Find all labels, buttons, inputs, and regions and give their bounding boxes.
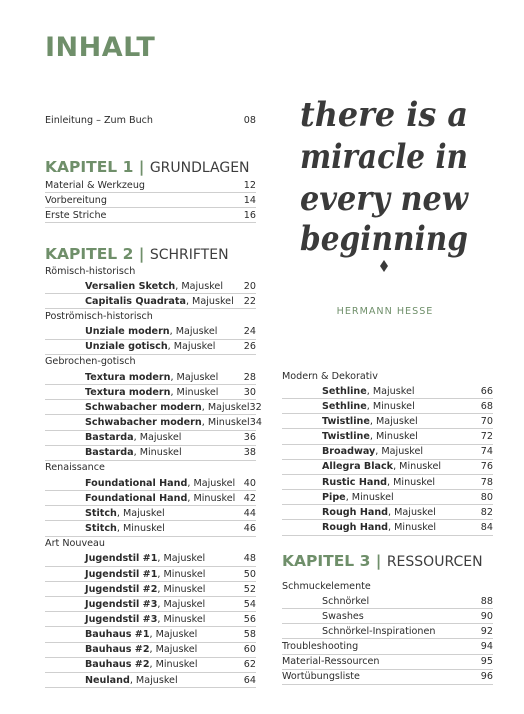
toc-entry[interactable] [45, 309, 256, 323]
script-name: Versalien Sketch [85, 280, 176, 292]
script-variant: , Minuskel [116, 523, 165, 535]
entry-page: 56 [243, 613, 256, 625]
script-variant: , Majuskel [167, 341, 216, 353]
entry-page: 74 [480, 446, 493, 458]
entry-page: 60 [243, 644, 256, 656]
script-name: Jugendstil #1 [85, 553, 158, 565]
toc-entry[interactable] [45, 597, 256, 612]
toc-entry[interactable] [45, 461, 256, 475]
entry-label [282, 446, 423, 457]
toc-entry[interactable] [282, 655, 493, 670]
script-variant: , Majuskel [201, 401, 250, 413]
entry-page: 52 [243, 583, 256, 595]
script-name: Jugendstil #3 [85, 598, 158, 610]
toc-entry[interactable] [282, 594, 493, 609]
script-variant: , Majuskel [366, 385, 415, 397]
chapter-name: GRUNDLAGEN [149, 160, 250, 176]
script-name: Unziale modern [85, 326, 170, 338]
entry-label [45, 387, 218, 398]
script-name: Twistline [322, 431, 370, 443]
entry-label: Renaissance [45, 462, 105, 474]
entry-label [45, 402, 250, 413]
toc-entry[interactable] [45, 552, 256, 567]
toc-left-column [45, 0, 262, 714]
entry-page: 94 [480, 641, 493, 653]
script-variant: , Minuskel [393, 461, 442, 473]
entry-page: 84 [480, 522, 493, 533]
entry-label: Wortübungsliste [282, 671, 360, 683]
entry-page: 82 [480, 506, 493, 518]
entry-label [45, 432, 181, 443]
chapter-heading-2: KAPITEL 2 | SCHRIFTEN [45, 245, 229, 263]
entry-page: 88 [480, 595, 493, 607]
entry-page: 76 [480, 461, 493, 473]
entry-label [45, 296, 234, 307]
entry-page: 64 [243, 674, 256, 686]
toc-entry[interactable] [45, 567, 256, 582]
chapter-heading-1: KAPITEL 1 | GRUNDLAGEN [45, 158, 250, 176]
entry-label: Art Nouveau [45, 538, 105, 550]
toc-entry[interactable] [282, 414, 493, 429]
chapter-name: RESSOURCEN [386, 554, 483, 570]
entry-label: Schnörkel [322, 595, 370, 607]
entry-label [45, 281, 223, 292]
script-variant: , Majuskel [133, 432, 182, 444]
entry-page: 24 [243, 326, 256, 338]
entry-label [45, 553, 205, 564]
script-variant: , Minuskel [366, 400, 415, 412]
script-variant: , Majuskel [170, 371, 219, 383]
entry-label [45, 326, 217, 337]
toc-entry[interactable] [45, 612, 256, 627]
entry-label: Swashes [322, 610, 364, 622]
script-name: Schwabacher modern [85, 417, 202, 428]
script-variant: , Minuskel [388, 522, 437, 533]
page-title: INHALT [45, 32, 156, 63]
toc-entry[interactable] [45, 476, 256, 491]
toc-entry[interactable] [45, 506, 256, 521]
script-name: Jugendstil #3 [85, 613, 158, 625]
toc-entry[interactable] [45, 431, 256, 446]
chapter-number: KAPITEL 3 [282, 552, 371, 570]
script-name: Twistline [322, 415, 370, 427]
toc-entry[interactable] [282, 624, 493, 639]
toc-entry[interactable] [282, 490, 493, 505]
entry-page: 08 [243, 114, 256, 126]
toc-entry[interactable] [45, 370, 256, 385]
script-variant: , Majuskel [149, 629, 198, 641]
entry-label: Römisch-historisch [45, 265, 136, 277]
toc-entry[interactable] [282, 505, 493, 520]
entry-page: 62 [243, 659, 256, 671]
quote-line: miracle in [300, 137, 468, 177]
toc-entry[interactable] [45, 582, 256, 597]
entry-label: Troubleshooting [282, 641, 359, 653]
entry-label [45, 523, 165, 534]
script-variant: , Minuskel [157, 568, 206, 580]
entry-page: 34 [249, 417, 262, 428]
entry-label [45, 644, 197, 655]
entry-label: Gebrochen-gotisch [45, 356, 136, 368]
toc-entry[interactable] [45, 628, 256, 643]
script-variant: , Majuskel [157, 598, 206, 610]
entry-page: 96 [480, 671, 493, 683]
entry-page: 80 [480, 491, 493, 503]
toc-entry[interactable] [45, 355, 256, 369]
script-variant: , Minuskel [187, 492, 236, 504]
script-name: Pipe [322, 491, 346, 503]
script-variant: , Majuskel [369, 415, 418, 427]
toc-entry[interactable] [282, 670, 493, 685]
script-name: Schwabacher modern [85, 401, 202, 413]
script-variant: , Majuskel [157, 553, 206, 565]
script-variant: , Majuskel [175, 280, 223, 292]
script-name: Foundational Hand [85, 477, 188, 489]
toc-entry[interactable] [282, 460, 493, 475]
entry-label [282, 461, 441, 472]
script-variant: , Majuskel [388, 506, 436, 518]
entry-page: 36 [243, 432, 256, 444]
entry-page: 95 [480, 656, 493, 668]
entry-label [45, 675, 178, 686]
script-name: Sethline [322, 385, 367, 397]
toc-entry[interactable] [282, 430, 493, 445]
quote-line: every new [300, 179, 470, 219]
entry-page: 38 [243, 447, 256, 459]
entry-label [282, 522, 436, 533]
entry-page: 72 [480, 431, 493, 443]
toc-entry[interactable] [282, 475, 493, 490]
entry-label [282, 477, 435, 488]
entry-label [45, 372, 218, 383]
toc-entry[interactable] [282, 369, 493, 383]
entry-page: 78 [480, 476, 493, 488]
entry-label [45, 417, 250, 428]
script-name: Bastarda [85, 432, 134, 444]
script-variant: , Majuskel [149, 644, 198, 656]
entry-page: 40 [243, 477, 256, 489]
script-variant: , Majuskel [185, 295, 234, 307]
toc-entry[interactable] [282, 609, 493, 624]
script-name: Unziale gotisch [85, 341, 168, 353]
toc-entry[interactable] [282, 579, 493, 593]
entry-label: Material-Ressourcen [282, 656, 380, 668]
script-name: Rough Hand [322, 506, 389, 518]
toc-entry[interactable] [45, 340, 256, 355]
entry-label: Modern & Dekorativ [282, 370, 378, 382]
toc-entry[interactable] [282, 399, 493, 414]
entry-label [45, 447, 182, 458]
entry-label [45, 614, 205, 625]
toc-entry[interactable] [45, 673, 256, 688]
entry-label [45, 478, 235, 489]
chapter-name: SCHRIFTEN [149, 247, 229, 263]
script-name: Stitch [85, 523, 117, 535]
entry-label [45, 599, 205, 610]
script-variant: , Minuskel [369, 431, 418, 443]
entry-label [45, 341, 215, 352]
entry-label [45, 584, 205, 595]
entry-page: 70 [480, 415, 493, 427]
entry-page: 26 [243, 341, 256, 353]
script-variant: , Minuskel [345, 491, 394, 503]
entry-label [45, 629, 197, 640]
toc-entry[interactable] [45, 416, 262, 431]
toc-entry[interactable] [45, 522, 256, 537]
entry-page: 44 [243, 507, 256, 519]
script-variant: , Minuskel [387, 476, 436, 488]
entry-label: Einleitung – Zum Buch [45, 114, 154, 126]
toc-entry[interactable] [45, 446, 256, 461]
script-name: Rustic Hand [322, 476, 388, 488]
toc-entry[interactable] [45, 491, 256, 506]
script-variant: , Minuskel [201, 417, 250, 428]
script-variant: , Minuskel [149, 659, 198, 671]
script-name: Jugendstil #2 [85, 583, 158, 595]
script-name: Rough Hand [322, 522, 389, 533]
entry-label [282, 401, 415, 412]
entry-label [282, 492, 394, 503]
entry-page: 68 [480, 400, 493, 412]
chapter-number: KAPITEL 1 [45, 158, 134, 176]
toc-entry[interactable] [45, 385, 256, 400]
entry-label [282, 416, 418, 427]
toc-entry[interactable] [282, 640, 493, 655]
script-name: Bauhaus #2 [85, 659, 150, 671]
toc-entry[interactable] [282, 384, 493, 399]
script-variant: , Minuskel [170, 386, 219, 398]
quote-line: beginning [300, 219, 468, 259]
entry-page: 50 [243, 568, 256, 580]
entry-page: 20 [243, 280, 256, 292]
entry-page: 92 [480, 625, 493, 637]
script-variant: , Majuskel [116, 507, 165, 519]
script-name: Stitch [85, 507, 117, 519]
entry-label [45, 659, 198, 670]
entry-label: Poströmisch-historisch [45, 310, 153, 322]
script-name: Textura modern [85, 371, 171, 383]
entry-page: 22 [243, 295, 256, 307]
entry-label: Schnörkel-Inspirationen [322, 625, 436, 637]
entry-label [282, 386, 415, 397]
quote-author: HERMANN HESSE [336, 306, 434, 317]
entry-page: 42 [243, 492, 256, 504]
script-name: Capitalis Quadrata [85, 295, 186, 307]
entry-page: 46 [243, 523, 256, 535]
entry-page: 30 [243, 386, 256, 398]
entry-page: 90 [480, 610, 493, 622]
script-variant: , Majuskel [187, 477, 236, 489]
toc-entry[interactable]: Material & Werkzeug 12 [45, 178, 256, 193]
script-name: Broadway [322, 446, 376, 458]
script-name: Neuland [85, 674, 130, 686]
entry-page: 54 [243, 598, 256, 610]
toc-entry[interactable] [45, 537, 256, 551]
script-name: Allegra Black [322, 461, 394, 473]
script-name: Sethline [322, 400, 367, 412]
script-name: Bauhaus #2 [85, 644, 150, 656]
entry-label [45, 508, 165, 519]
entry-label [282, 431, 418, 442]
script-name: Bauhaus #1 [85, 629, 150, 641]
script-variant: , Majuskel [129, 674, 178, 686]
script-name: Textura modern [85, 386, 171, 398]
toc-entry[interactable] [45, 279, 256, 294]
script-variant: , Minuskel [157, 583, 206, 595]
toc-entry[interactable] [45, 264, 256, 278]
toc-entry[interactable]: Vorbereitung 14 [45, 193, 256, 208]
script-variant: , Minuskel [157, 613, 206, 625]
script-variant: , Majuskel [375, 446, 424, 458]
toc-entry[interactable] [45, 400, 262, 415]
quote-line: there is a [300, 95, 468, 135]
script-variant: , Minuskel [133, 447, 182, 459]
entry-page: 28 [243, 371, 256, 383]
entry-page: 66 [480, 385, 493, 397]
toc-entry[interactable] [45, 294, 256, 309]
script-name: Bastarda [85, 447, 134, 459]
entry-label [45, 493, 235, 504]
entry-page: 48 [243, 553, 256, 565]
script-variant: , Majuskel [169, 326, 218, 338]
chapter-heading-3: KAPITEL 3 | RESSOURCEN [282, 552, 483, 570]
toc-entry[interactable] [45, 658, 256, 673]
entry-page: 58 [243, 629, 256, 641]
toc-entry-intro[interactable] [45, 113, 256, 127]
entry-label [45, 569, 205, 580]
toc-right-column [282, 0, 493, 714]
chapter-number: KAPITEL 2 [45, 245, 134, 263]
toc-entry[interactable] [45, 643, 256, 658]
toc-entry[interactable] [282, 521, 493, 536]
toc-entry[interactable] [282, 445, 493, 460]
toc-entry[interactable] [45, 325, 256, 340]
entry-page: 32 [249, 401, 262, 413]
script-name: Foundational Hand [85, 492, 188, 504]
entry-label [282, 507, 436, 518]
script-name: Jugendstil #1 [85, 568, 158, 580]
toc-entry[interactable]: Erste Striche 16 [45, 208, 256, 223]
entry-label: Schmuckelemente [282, 580, 371, 592]
